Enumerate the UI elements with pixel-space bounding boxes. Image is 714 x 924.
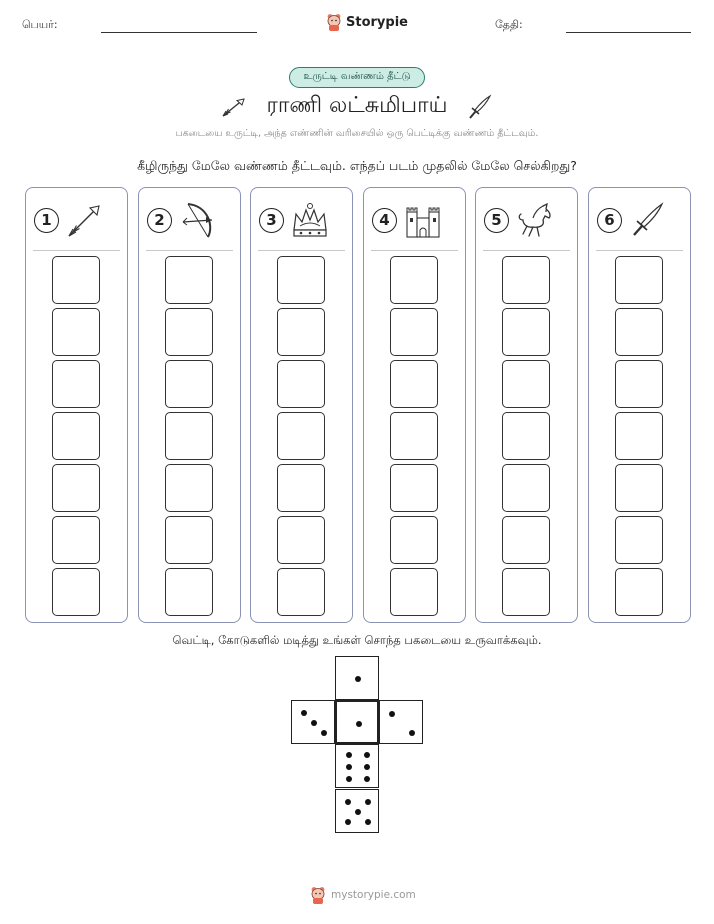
color-box[interactable] <box>277 412 325 460</box>
color-box[interactable] <box>165 360 213 408</box>
die-pip <box>364 776 370 782</box>
color-box[interactable] <box>615 360 663 408</box>
column-number: 3 <box>259 208 284 233</box>
column-header <box>34 200 119 240</box>
color-box[interactable] <box>277 516 325 564</box>
color-box[interactable] <box>390 308 438 356</box>
color-box[interactable] <box>52 308 100 356</box>
die-face-lower <box>335 744 379 788</box>
die-pip <box>364 764 370 770</box>
die-pip <box>346 776 352 782</box>
color-box[interactable] <box>277 568 325 616</box>
color-box[interactable] <box>52 464 100 512</box>
bear-mascot-icon <box>326 13 342 31</box>
column-divider <box>258 250 345 251</box>
column-divider <box>371 250 458 251</box>
color-box[interactable] <box>390 568 438 616</box>
color-box[interactable] <box>165 412 213 460</box>
color-box[interactable] <box>502 516 550 564</box>
arrow-icon <box>65 200 105 240</box>
die-face-center <box>335 700 379 744</box>
column-3 <box>250 187 353 623</box>
color-box[interactable] <box>277 308 325 356</box>
cut-instruction: வெட்டி, கோடுகளில் மடித்து உங்கள் சொந்த பகடையை உருவாக்கவும். <box>172 633 542 647</box>
bear-mascot-icon <box>310 886 326 904</box>
color-box[interactable] <box>615 256 663 304</box>
color-box[interactable] <box>615 464 663 512</box>
color-box[interactable] <box>52 516 100 564</box>
column-number: 6 <box>597 208 622 233</box>
color-box[interactable] <box>390 464 438 512</box>
color-box[interactable] <box>502 568 550 616</box>
sword-icon <box>628 200 668 240</box>
page-title: ராணி லட்சுமிபாய் <box>266 93 448 118</box>
column-divider <box>596 250 683 251</box>
column-header <box>147 200 232 240</box>
die-pip <box>346 764 352 770</box>
color-box[interactable] <box>502 256 550 304</box>
column-header <box>484 200 569 240</box>
brand-logo <box>326 13 408 31</box>
instruction: கீழிருந்து மேலே வண்ணம் தீட்டவும். எந்தப் படம் முதலில் மேலே செல்கிறது? <box>137 158 577 173</box>
die-pip <box>356 721 362 727</box>
title-row <box>0 90 714 124</box>
die-pip <box>364 752 370 758</box>
die-face-right <box>379 700 423 744</box>
column-number: 2 <box>147 208 172 233</box>
column-number: 5 <box>484 208 509 233</box>
die-pip <box>301 710 307 716</box>
column-4 <box>363 187 466 623</box>
die-pip <box>355 809 361 815</box>
column-header <box>259 200 344 240</box>
arrow-icon <box>220 95 248 119</box>
die-face-left <box>291 700 335 744</box>
color-box[interactable] <box>52 412 100 460</box>
color-box[interactable] <box>390 256 438 304</box>
name-label: பெயர்: <box>22 18 58 31</box>
horse-icon <box>515 200 555 240</box>
activity-badge: உருட்டி வண்ணம் தீட்டு <box>289 67 425 88</box>
color-box[interactable] <box>277 256 325 304</box>
die-pip <box>346 752 352 758</box>
color-box[interactable] <box>615 568 663 616</box>
column-divider <box>146 250 233 251</box>
color-box[interactable] <box>165 256 213 304</box>
column-5 <box>475 187 578 623</box>
color-box[interactable] <box>390 412 438 460</box>
castle-icon <box>403 200 443 240</box>
column-divider <box>33 250 120 251</box>
die-pip <box>365 799 371 805</box>
footer-url[interactable]: mystorypie.com <box>331 889 416 901</box>
brand-name: Storypie <box>346 14 408 30</box>
die-pip <box>389 711 395 717</box>
color-box[interactable] <box>52 568 100 616</box>
color-box[interactable] <box>165 308 213 356</box>
color-box[interactable] <box>615 516 663 564</box>
color-box[interactable] <box>390 516 438 564</box>
column-2 <box>138 187 241 623</box>
column-header <box>597 200 682 240</box>
die-face-bottom <box>335 789 379 833</box>
color-box[interactable] <box>390 360 438 408</box>
color-box[interactable] <box>502 308 550 356</box>
color-box[interactable] <box>165 568 213 616</box>
color-box[interactable] <box>502 464 550 512</box>
die-pip <box>365 819 371 825</box>
color-box[interactable] <box>502 360 550 408</box>
crown-icon <box>290 200 330 240</box>
color-box[interactable] <box>165 516 213 564</box>
color-box[interactable] <box>165 464 213 512</box>
die-pip <box>321 730 327 736</box>
column-divider <box>483 250 570 251</box>
die-pip <box>409 730 415 736</box>
column-6 <box>588 187 691 623</box>
color-box[interactable] <box>615 308 663 356</box>
column-1 <box>25 187 128 623</box>
die-face-top <box>335 656 379 700</box>
color-box[interactable] <box>502 412 550 460</box>
column-number: 1 <box>34 208 59 233</box>
column-number: 4 <box>372 208 397 233</box>
date-line[interactable] <box>566 32 691 33</box>
die-pip <box>345 799 351 805</box>
date-label: தேதி: <box>495 18 523 31</box>
sword-icon <box>466 93 494 121</box>
name-line[interactable] <box>101 32 257 33</box>
die-pip <box>311 720 317 726</box>
color-box[interactable] <box>52 360 100 408</box>
bow-icon <box>178 200 218 240</box>
color-box[interactable] <box>277 464 325 512</box>
column-header <box>372 200 457 240</box>
color-box[interactable] <box>615 412 663 460</box>
footer <box>310 886 416 904</box>
die-pip <box>345 819 351 825</box>
color-box[interactable] <box>277 360 325 408</box>
die-pip <box>355 676 361 682</box>
subtitle: பகடையை உருட்டி, அந்த எண்ணின் வரிசையில் ஒரு பெட்டிக்கு வண்ணம் தீட்டவும். <box>175 128 539 139</box>
color-box[interactable] <box>52 256 100 304</box>
